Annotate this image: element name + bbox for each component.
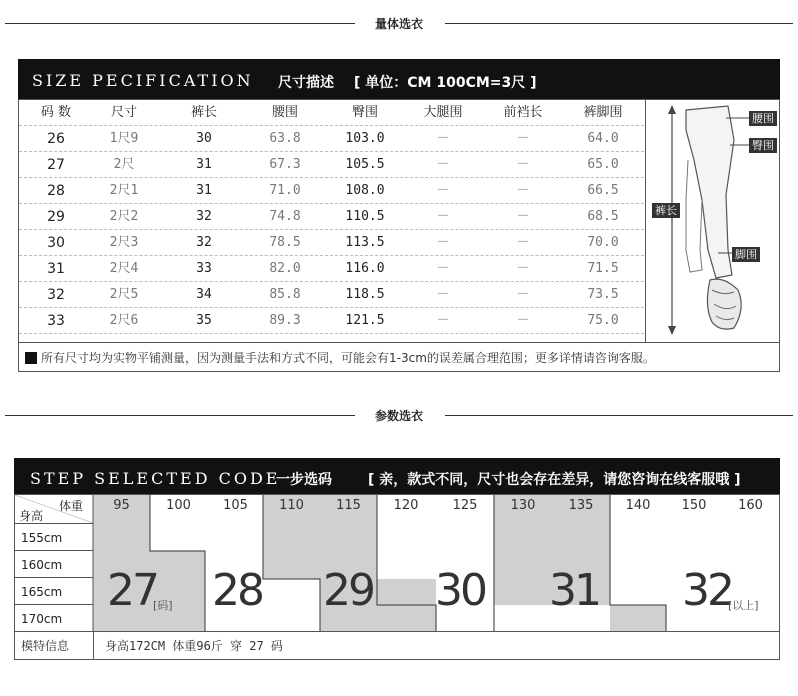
cell-chi: 2尺2 xyxy=(109,209,139,224)
cell-thigh: － xyxy=(436,183,450,198)
cell-chi: 2尺3 xyxy=(109,235,139,250)
weight-130: 130 xyxy=(510,498,536,513)
cell-size: 28 xyxy=(47,183,65,199)
height-160: 160cm xyxy=(15,550,93,578)
table-row xyxy=(19,256,644,282)
cell-thigh: － xyxy=(436,287,450,302)
col-header: 大腿围 xyxy=(423,105,463,120)
cell-size: 31 xyxy=(47,261,65,277)
cell-size: 32 xyxy=(47,287,65,303)
col-header: 前裆长 xyxy=(503,105,543,120)
cell-length: 32 xyxy=(196,235,212,250)
model-divider xyxy=(93,632,94,660)
size-27: 27 xyxy=(107,565,157,616)
section-title-text: 参数选衣 xyxy=(374,409,423,423)
cell-thigh: － xyxy=(436,157,450,172)
model-info-text: 身高172CM 体重96斤 穿 27 码 xyxy=(105,639,283,653)
cell-chi: 1尺9 xyxy=(109,131,139,146)
cell-thigh: － xyxy=(436,235,450,250)
cell-length: 30 xyxy=(196,131,212,146)
cell-waist: 89.3 xyxy=(269,313,301,328)
cell-hem: 64.0 xyxy=(587,131,619,146)
cell-rise: － xyxy=(516,131,530,146)
cell-thigh: － xyxy=(436,313,450,328)
figure-label-length: 裤长 xyxy=(652,203,680,218)
banner-note: [ 亲，款式不同，尺寸也会存在差异，请您咨询在线客服哦 ] xyxy=(368,472,741,488)
height-170: 170cm xyxy=(15,604,93,631)
cell-waist: 71.0 xyxy=(269,183,301,198)
col-header: 腰围 xyxy=(271,105,298,120)
cell-hip: 121.5 xyxy=(345,313,385,328)
weight-160: 160 xyxy=(738,498,763,513)
cell-thigh: － xyxy=(436,131,450,146)
cell-hip: 103.0 xyxy=(345,131,385,146)
corner-height-label: 身高 xyxy=(19,509,44,523)
cell-hem: 66.5 xyxy=(587,183,619,198)
table-row xyxy=(19,230,644,256)
cell-hem: 71.5 xyxy=(587,261,619,276)
weight-140: 140 xyxy=(625,498,651,513)
weight-115: 115 xyxy=(336,498,361,513)
grid-corner xyxy=(15,495,93,523)
cell-hem: 70.0 xyxy=(587,235,619,250)
cell-thigh: － xyxy=(436,261,450,276)
cell-rise: － xyxy=(516,183,530,198)
section-title-text: 量体选衣 xyxy=(374,17,423,31)
table-row xyxy=(19,152,644,178)
cell-size: 30 xyxy=(47,235,65,251)
size-32-suffix: [以上] xyxy=(728,599,759,612)
cell-hip: 108.0 xyxy=(345,183,385,198)
weight-110: 110 xyxy=(279,498,304,513)
cell-hip: 110.5 xyxy=(345,209,385,224)
cell-waist: 85.8 xyxy=(269,287,301,302)
table-row xyxy=(19,282,644,308)
trousers-figure xyxy=(645,100,779,342)
height-165: 165cm xyxy=(15,577,93,605)
cell-length: 32 xyxy=(196,209,212,224)
size-spec-banner xyxy=(18,59,780,99)
cell-thigh: － xyxy=(436,209,450,224)
cell-rise: － xyxy=(516,157,530,172)
figure-label-waist: 腰围 xyxy=(749,111,777,126)
weight-120: 120 xyxy=(393,498,419,513)
size-31: 31 xyxy=(549,565,599,616)
weight-135: 135 xyxy=(568,498,594,513)
banner-unit: [ 单位：CM 100CM=3尺 ] xyxy=(354,75,537,91)
table-row xyxy=(19,204,644,230)
size-28: 28 xyxy=(212,565,262,616)
cell-size: 26 xyxy=(47,131,65,147)
cell-hip: 113.5 xyxy=(345,235,385,250)
cell-rise: － xyxy=(516,287,530,302)
weight-105: 105 xyxy=(223,498,248,513)
trousers-illustration xyxy=(646,100,780,342)
cell-hip: 116.0 xyxy=(345,261,385,276)
measurement-note xyxy=(19,342,779,372)
col-header: 裤脚围 xyxy=(583,105,623,120)
cell-hem: 73.5 xyxy=(587,287,619,302)
cell-waist: 82.0 xyxy=(269,261,301,276)
cell-hip: 105.5 xyxy=(345,157,385,172)
cell-rise: － xyxy=(516,235,530,250)
cell-hip: 118.5 xyxy=(345,287,385,302)
note-square-icon xyxy=(25,352,37,364)
cell-chi: 2尺1 xyxy=(109,183,139,198)
cell-waist: 63.8 xyxy=(269,131,301,146)
cell-length: 31 xyxy=(196,183,212,198)
cell-length: 34 xyxy=(196,287,212,302)
corner-weight-label: 体重 xyxy=(59,499,84,513)
banner-title-en: STEP SELECTED CODE xyxy=(30,469,281,488)
height-155: 155cm xyxy=(15,523,93,551)
cell-rise: － xyxy=(516,313,530,328)
weight-95: 95 xyxy=(113,498,130,513)
banner-title-cn: 尺寸描述 xyxy=(278,75,334,91)
cell-chi: 2尺5 xyxy=(109,287,139,302)
cell-size: 33 xyxy=(47,313,65,329)
cell-chi: 2尺6 xyxy=(109,313,139,328)
figure-label-hip: 臀围 xyxy=(749,138,777,153)
size-table xyxy=(18,99,780,372)
cell-hem: 68.5 xyxy=(587,209,619,224)
cell-length: 35 xyxy=(196,313,212,328)
cell-size: 29 xyxy=(47,209,65,225)
cell-length: 31 xyxy=(196,157,212,172)
figure-label-hem: 脚围 xyxy=(732,247,760,262)
cell-waist: 74.8 xyxy=(269,209,301,224)
cell-length: 33 xyxy=(196,261,212,276)
cell-rise: － xyxy=(516,209,530,224)
size-32: 32 xyxy=(682,565,732,616)
model-info-label: 模特信息 xyxy=(21,639,70,653)
cell-chi: 2尺 xyxy=(113,157,135,172)
table-row xyxy=(19,178,644,204)
cell-hem: 75.0 xyxy=(587,313,619,328)
banner-title-en: SIZE PECIFICATION xyxy=(32,71,254,90)
cell-size: 27 xyxy=(47,157,65,173)
col-header: 裤长 xyxy=(190,105,217,120)
weight-125: 125 xyxy=(452,498,478,513)
cell-hem: 65.0 xyxy=(587,157,619,172)
step-code-banner xyxy=(14,458,780,494)
weight-150: 150 xyxy=(681,498,707,513)
size-table-header xyxy=(19,100,644,126)
cell-chi: 2尺4 xyxy=(109,261,139,276)
col-header: 臀围 xyxy=(351,105,378,120)
col-header: 码 数 xyxy=(40,105,72,120)
section-title-step xyxy=(0,405,798,425)
cell-waist: 67.3 xyxy=(269,157,301,172)
table-row xyxy=(19,126,644,152)
model-info-row xyxy=(15,631,779,659)
col-header: 尺寸 xyxy=(110,105,137,120)
note-text: 所有尺寸均为实物平铺测量，因为测量手法和方式不同，可能会有1-3cm的误差属合理范围；更多详情请咨询客服。 xyxy=(41,351,655,365)
section-title-size xyxy=(0,13,798,33)
banner-title-cn: 一步选码 xyxy=(276,472,332,488)
size-30: 30 xyxy=(435,565,485,616)
size-27-suffix: [码] xyxy=(153,599,173,612)
step-size-grid xyxy=(14,494,780,660)
weight-100: 100 xyxy=(166,498,191,513)
table-row xyxy=(19,308,644,334)
cell-rise: － xyxy=(516,261,530,276)
size-29: 29 xyxy=(323,565,373,616)
cell-waist: 78.5 xyxy=(269,235,301,250)
